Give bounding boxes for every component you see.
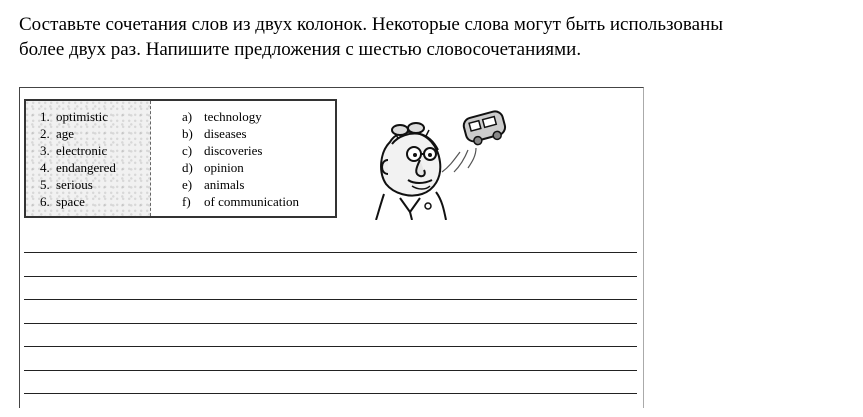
left-word: electronic [56, 143, 108, 158]
writing-line [24, 252, 637, 253]
writing-line [24, 346, 637, 347]
left-item-3: 3. electronic [40, 143, 108, 158]
right-word: animals [204, 177, 245, 192]
instructions-line-1: Составьте сочетания слов из двух колонок. Некоторые слова могут быть использованы [19, 14, 724, 35]
right-item-e: e) animals [182, 177, 245, 192]
writing-line [24, 276, 637, 277]
left-word: optimistic [56, 109, 108, 124]
right-item-c: c) discoveries [182, 143, 263, 158]
left-item-5: 5. serious [40, 177, 93, 192]
writing-line [24, 370, 637, 371]
right-word: of communication [204, 194, 299, 209]
right-item-b: b) diseases [182, 126, 247, 141]
word-matching-box [24, 99, 337, 218]
right-word-column [156, 101, 334, 216]
scientist-with-robot-cartoon-icon [350, 102, 520, 220]
right-word: opinion [204, 160, 244, 175]
left-item-2: 2. age [40, 126, 75, 141]
left-item-4: 4. endangered [40, 160, 116, 175]
left-word: endangered [56, 160, 116, 175]
instructions-line-2: более двух раз. Напишите предложения с шестью словосочетаниями. [19, 39, 582, 60]
left-item-6: 6. space [40, 194, 85, 209]
left-word: serious [56, 177, 93, 192]
right-word: diseases [204, 126, 247, 141]
left-word: age [56, 126, 75, 141]
left-word-column [26, 101, 151, 216]
right-word: technology [204, 109, 262, 124]
left-item-1: 1. optimistic [40, 109, 108, 124]
task-instructions [19, 12, 859, 62]
writing-line [24, 323, 637, 324]
left-word: space [56, 194, 85, 209]
right-item-f: f) of communication [182, 194, 299, 209]
worksheet [19, 87, 644, 408]
right-item-d: d) opinion [182, 160, 244, 175]
writing-lines [24, 252, 637, 417]
writing-line [24, 299, 637, 300]
writing-line [24, 393, 637, 394]
right-word: discoveries [204, 143, 263, 158]
right-item-a: a) technology [182, 109, 262, 124]
